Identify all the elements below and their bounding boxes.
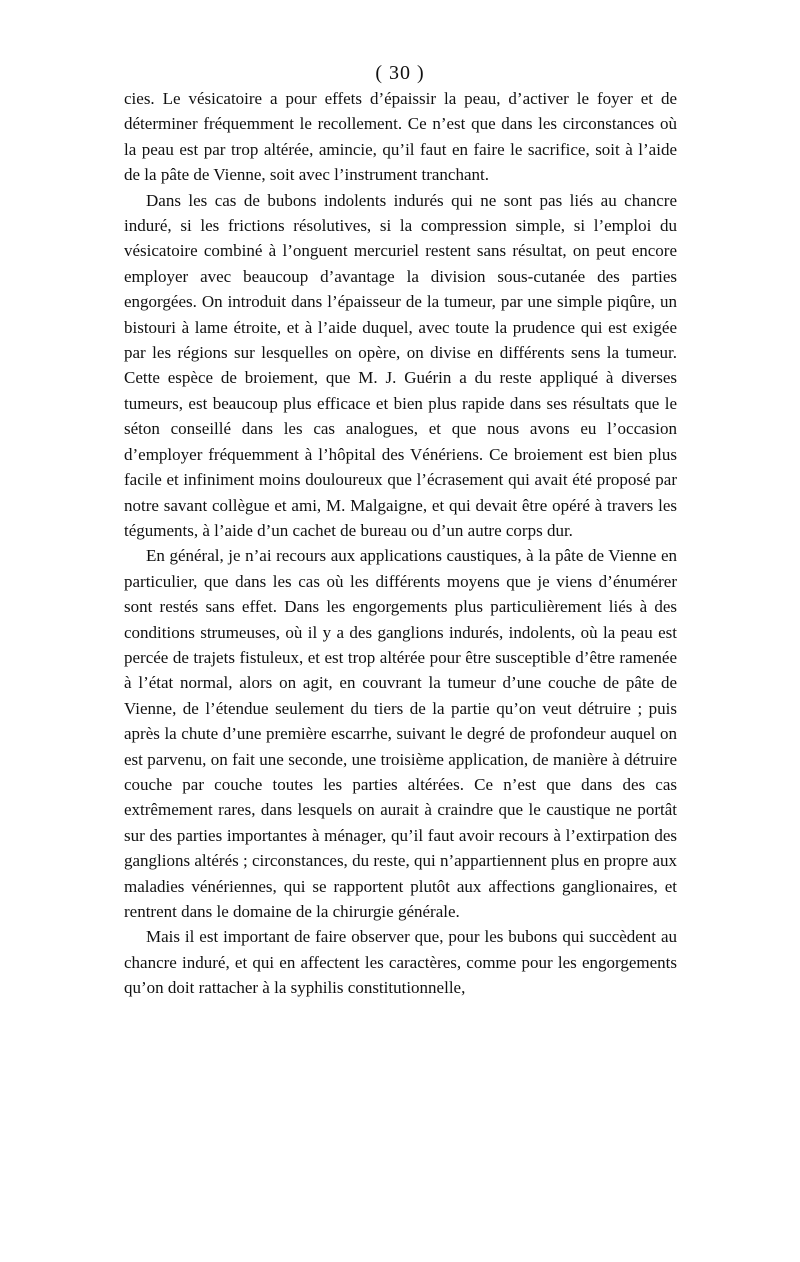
paragraph-subcutaneous-division: Dans les cas de bubons indolents indurés qui ne sont pas liés au chancre induré, si les frictions résolutives, si la compression simple, si l’emploi du vésicatoire combiné à l’onguent mercuriel restent sans résultat, on peut encore employer avec beaucoup d’avantage la division sous-cutanée des parties engorgées. On introduit dans l’épaisseur de la tumeur, par une simple piqûre, un bistouri à lame étroite, et à l’aide duquel, avec toute la prudence qui est exigée par les régions sur lesquelles on opère, on divise en différents sens la tumeur. Cette espèce de broiement, que M. J. Guérin a du reste appliqué à diverses tumeurs, est beaucoup plus efficace et bien plus rapide dans ses résultats que le séton conseillé dans les cas analogues, et que nous avons eu l’occasion d’employer fréquemment à l’hôpital des Vénériens. Ce broiement est bien plus facile et infiniment moins douloureux que l’écrasement qui avait été proposé par notre savant collègue et ami, M. Malgaigne, et qui devait être opéré à travers les téguments, à l’aide d’un cachet de bureau ou d’un autre corps dur.	[124, 190, 677, 540]
page-number: ( 30 )	[375, 62, 425, 84]
paragraph-observation: Mais il est important de faire observer que, pour les bubons qui succèdent au chancre induré, et qui en affectent les caractères, comme pour les engorgements qu’on doit rattacher à la syphilis constitutionnelle,	[124, 927, 677, 998]
text-body	[124, 86, 677, 1001]
paragraph-caustic-applications: En général, je n’ai recours aux applications caustiques, à la pâte de Vienne en particulier, que dans les cas où les différents moyens que je viens d’énumérer sont restés sans effet. Dans les engorgements plus particulièrement liés à des conditions strumeuses, où il y a des ganglions indurés, indolents, où la peau est percée de trajets fistuleux, et est trop altérée pour être susceptible d’être ramenée à l’état normal, alors on agit, en couvrant la tumeur d’une couche de pâte de Vienne, de l’étendue seulement du tiers de la partie qu’on veut détruire ; puis après la chute d’une première escarrhe, suivant le degré de profondeur auquel on est parvenu, on fait une seconde, une troisième application, de manière à détruire couche par couche toutes les parties altérées. Ce n’est que dans des cas extrêmement rares, dans lesquels on aurait à craindre que le caustique ne portât sur des parties importantes à ménager, qu’il faut avoir recours à l’extirpation des ganglions altérés ; circonstances, du reste, qui n’appartiennent plus en propre aux maladies vénériennes, qui se rapportent plutôt aux affections ganglionaires, et rentrent dans le domaine de la chirurgie générale.	[124, 546, 677, 921]
paragraph-continuation: cies. Le vésicatoire a pour effets d’épaissir la peau, d’activer le foyer et de déterminer fréquemment le recollement. Ce n’est que dans les circonstances où la peau est par trop altérée, amincie, qu’il faut en faire le sacrifice, soit à l’aide de la pâte de Vienne, soit avec l’instrument tranchant.	[124, 89, 677, 185]
